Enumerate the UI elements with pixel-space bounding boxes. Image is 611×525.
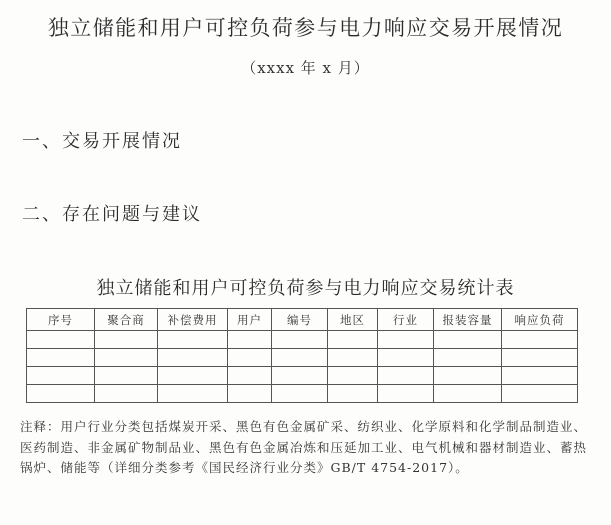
section-heading-issues-suggestions: 二、存在问题与建议 [22,204,202,225]
table-row [27,385,578,403]
table-cell [434,367,502,385]
table-cell [378,331,434,349]
table-cell [502,385,578,403]
column-header-installed-capacity: 报装容量 [434,309,502,331]
column-header-number: 编号 [272,309,328,331]
table-body [27,331,578,403]
column-header-industry: 行业 [378,309,434,331]
column-header-serial: 序号 [27,309,95,331]
table-cell [95,367,158,385]
table-cell [328,385,378,403]
table-cell [502,367,578,385]
column-header-region: 地区 [328,309,378,331]
table-title: 独立储能和用户可控负荷参与电力响应交易统计表 [96,278,515,299]
table-cell [434,331,502,349]
statistics-table [26,308,578,403]
table-cell [95,349,158,367]
table-cell [27,367,95,385]
table-cell [95,331,158,349]
table-cell [378,385,434,403]
table-cell [378,349,434,367]
table-cell [272,385,328,403]
table-cell [434,385,502,403]
document-title: 独立储能和用户可控负荷参与电力响应交易开展情况 [47,16,564,40]
table-cell [434,349,502,367]
table-row [27,367,578,385]
table-cell [158,367,228,385]
table-cell [272,331,328,349]
section-heading-trading-status: 一、交易开展情况 [22,131,182,152]
table-cell [502,331,578,349]
table-cell [158,385,228,403]
table-cell [328,367,378,385]
note-line: 锅炉、储能等（详细分类参考《国民经济行业分类》GB/T 4754-2017）。 [20,460,469,475]
note-line: 注释：用户行业分类包括煤炭开采、黑色有色金属矿采、纺织业、化学原料和化学制品制造业、 [20,419,588,434]
table-cell [502,349,578,367]
table-cell [158,331,228,349]
table-row [27,349,578,367]
table-cell [158,349,228,367]
table-cell [328,349,378,367]
document-subtitle: （xxxx 年 x 月） [241,59,370,77]
column-header-user: 用户 [228,309,272,331]
table-cell [95,385,158,403]
table-row [27,331,578,349]
table-cell [228,367,272,385]
column-header-compensation: 补偿费用 [158,309,228,331]
table-cell [27,331,95,349]
table-cell [27,385,95,403]
table-cell [378,367,434,385]
column-header-aggregator: 聚合商 [95,309,158,331]
table-cell [272,367,328,385]
column-header-response-load: 响应负荷 [502,309,578,331]
table-header-row [27,309,578,331]
table-cell [272,349,328,367]
table-cell [228,331,272,349]
table-cell [328,331,378,349]
table-cell [228,349,272,367]
table-cell [228,385,272,403]
table-cell [27,349,95,367]
note-line: 医药制造、非金属矿物制品业、黑色有色金属冶炼和压延加工业、电气机械和器材制造业、蓄热 [20,440,588,455]
